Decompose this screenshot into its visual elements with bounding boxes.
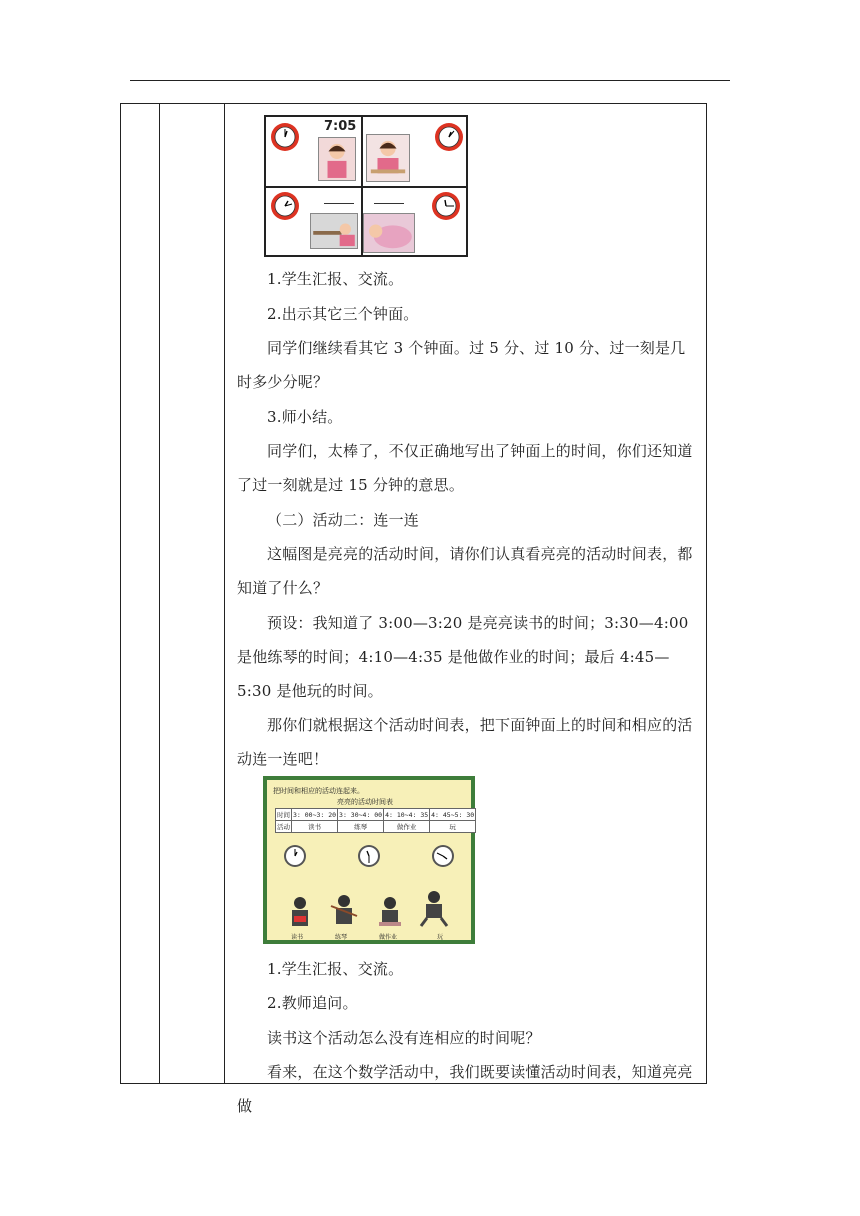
activity-schedule-figure [263,776,475,944]
schedule-cell: 玩 [430,821,476,833]
lesson-content-cell [225,104,706,1115]
clock-activity-figure [264,115,468,257]
paragraph: 2.出示其它三个钟面。 [267,305,419,323]
paragraph: 这幅图是亮亮的活动时间，请你们认真看亮亮的活动时间表，都知道了什么？ [237,545,693,597]
header-rule [130,80,730,81]
girl-sleeping-photo [363,213,415,253]
paragraph: 2.教师追问。 [267,994,358,1012]
paragraph: 同学们继续看其它 3 个钟面。过 5 分、过 10 分、过一刻是几时多少分呢？ [237,339,686,391]
wall-clock-icon [431,844,455,868]
flower-clock-icon [434,122,464,152]
paragraph: 3.师小结。 [267,408,343,426]
schedule-cell: 4: 10~4: 35 [385,810,429,819]
schedule-cell: 时间 [276,809,292,821]
paragraph: 那你们就根据这个活动时间表，把下面钟面上的时间和相应的活动连一连吧！ [237,716,693,768]
flower-clock-icon [270,122,300,152]
lesson-table [120,103,707,1115]
schedule-cell: 3: 00~3: 20 [293,810,337,819]
girl-washing-photo [318,137,356,181]
kid-violin-icon [329,892,359,932]
kid-label: 玩 [437,934,444,941]
time-blank [374,203,404,204]
kid-reading-icon [285,894,315,934]
schedule-cell: 做作业 [384,821,430,833]
paragraph: 看来，在这个数学活动中，我们既要读懂活动时间表，知道亮亮做 [237,1063,693,1115]
clock-time-label: 7:05 [324,119,357,134]
schedule-cell: 读书 [292,821,338,833]
kid-playing-icon [419,888,449,928]
paragraph: 同学们，太棒了，不仅正确地写出了钟面上的时间，你们还知道了过一刻就是过 15 分钟的意思。 [237,442,693,494]
schedule-table [275,808,476,833]
flower-clock-icon [270,191,300,221]
kid-label: 练琴 [335,934,348,941]
paragraph: 1.学生汇报、交流。 [267,960,404,978]
paragraph: 预设：我知道了 3:00—3:20 是亮亮读书的时间；3:30—4:00 是他练琴的时间；4:10—4:35 是他做作业的时间；最后 4:45—5:30 是他玩的时间。 [237,614,689,700]
schedule-cell: 4: 45~5: 30 [431,810,475,819]
wall-clock-icon [357,844,381,868]
section-heading: （二）活动二：连一连 [267,511,420,529]
girl-desk-photo [310,213,358,249]
wall-clock-icon [283,844,307,868]
schedule-cell: 活动 [276,821,292,833]
figure-instruction: 把时间和相应的活动连起来。 [273,787,364,795]
kid-homework-icon [375,894,405,934]
figure-subtitle: 亮亮的活动时间表 [337,798,393,806]
paragraph: 1.学生汇报、交流。 [267,270,404,288]
schedule-cell: 练琴 [338,821,384,833]
kid-label: 读书 [291,934,304,941]
paragraph: 读书这个活动怎么没有连相应的时间呢？ [267,1029,541,1047]
flower-clock-icon [431,191,461,221]
kid-label: 做作业 [379,934,398,941]
girl-breakfast-photo [366,134,410,182]
table-column-divider [159,104,160,1083]
schedule-cell: 3: 30~4: 00 [339,810,383,819]
time-blank [324,203,354,204]
